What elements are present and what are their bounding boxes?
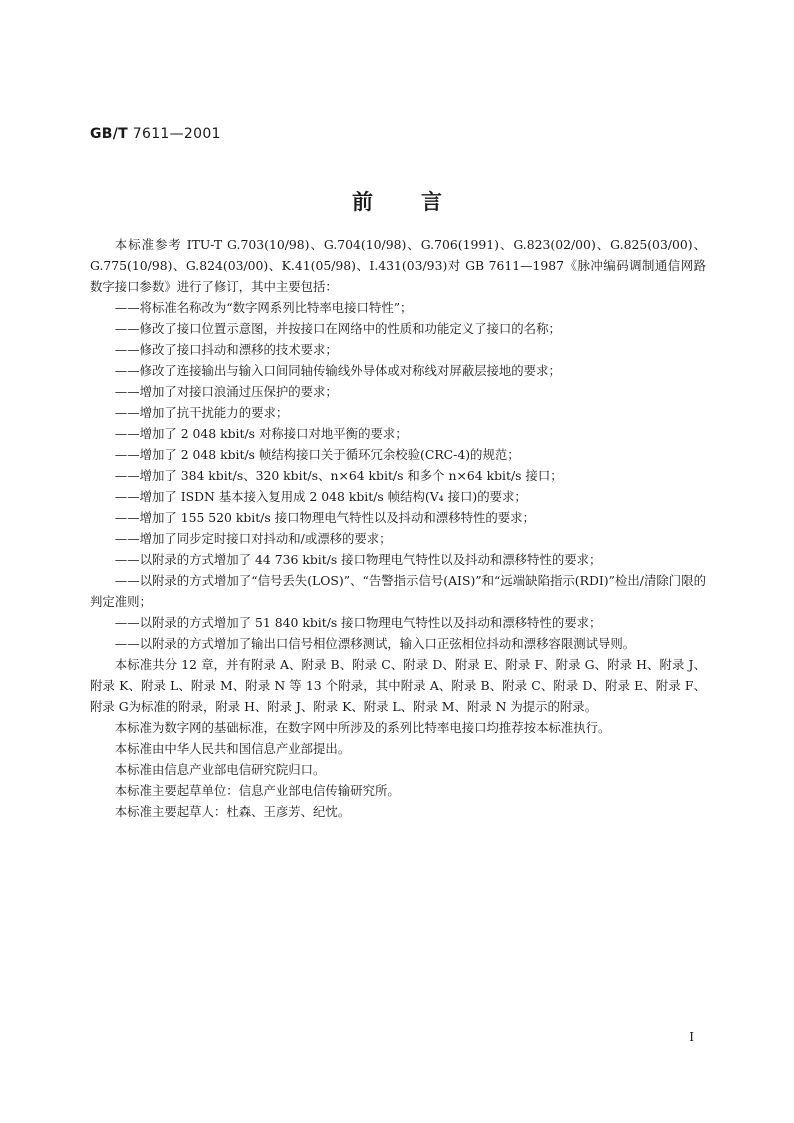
list-item: ——增加了对接口浪涌过压保护的要求；	[114, 384, 338, 399]
list-item: ——修改了接口位置示意图，并按接口在网络中的性质和功能定义了接口的名称；	[114, 321, 561, 336]
list-item: ——以附录的方式增加了“信号丢失(LOS)”、“告警指示信号(AIS)”和“远端缺陷指示(RDI)”检出/清除门限的判定准则；	[90, 573, 706, 609]
scope-paragraph: 本标准为数字网的基础标准，在数字网中所涉及的系列比特率电接口均推荐按本标准执行。	[114, 720, 611, 735]
drafters-paragraph: 本标准主要起草人：杜森、王彦芳、纪忱。	[114, 804, 351, 819]
drafting-unit-paragraph: 本标准主要起草单位：信息产业部电信传输研究所。	[114, 783, 400, 798]
list-item: ——修改了接口抖动和漂移的技术要求；	[114, 342, 338, 357]
list-item: ——以附录的方式增加了输出口信号相位漂移测试，输入口正弦相位抖动和漂移容限测试导则。	[114, 636, 636, 651]
page-title: 前言	[352, 189, 490, 214]
list-item: ——修改了连接输出与输入口间同轴传输线外导体或对称线对屏蔽层接地的要求；	[114, 363, 561, 378]
list-item: ——增加了抗干扰能力的要求；	[114, 405, 289, 420]
foreword-body	[90, 234, 706, 822]
standard-code	[90, 126, 221, 142]
list-item: ——增加了 2 048 kbit/s 帧结构接口关于循环冗余校验(CRC-4)的规范；	[114, 447, 520, 462]
list-item: ——增加了同步定时接口对抖动和/或漂移的要求；	[114, 531, 392, 546]
list-item: ——以附录的方式增加了 44 736 kbit/s 接口物理电气特性以及抖动和漂移特性的要求；	[114, 552, 602, 567]
list-item: ——增加了 384 kbit/s、320 kbit/s、n×64 kbit/s 和多个 n×64 kbit/s 接口；	[114, 468, 563, 483]
list-item: ——以附录的方式增加了 51 840 kbit/s 接口物理电气特性以及抖动和漂移特性的要求；	[114, 615, 602, 630]
list-item: ——增加了 2 048 kbit/s 对称接口对地平衡的要求；	[114, 426, 408, 441]
page-number: I	[689, 1030, 694, 1044]
standard-number: 7611—2001	[132, 126, 221, 142]
proposer-paragraph: 本标准由中华人民共和国信息产业部提出。	[114, 741, 351, 756]
centralized-paragraph: 本标准由信息产业部电信研究院归口。	[114, 762, 326, 777]
list-item: ——增加了 155 520 kbit/s 接口物理电气特性以及抖动和漂移特性的要求；	[114, 510, 535, 525]
list-item: ——增加了 ISDN 基本接入复用成 2 048 kbit/s 帧结构(V₄ 接口)的要求；	[114, 489, 527, 504]
structure-paragraph: 本标准共分 12 章，并有附录 A、附录 B、附录 C、附录 D、附录 E、附录 F、附录 G、附录 H、附录 J、附录 K、附录 L、附录 M、附录 N 等 13 个附录，其中附录 A、附录 B、附录 C、附录 D、附录 E、附录 F、附录 G为标准的附录，附录 H、附录 J、附录 K、附录 L、附录 M、附录 N 为提示的附录。	[90, 657, 706, 714]
intro-paragraph: 本标准参考 ITU-T G.703(10/98)、G.704(10/98)、G.706(1991)、G.823(02/00)、G.825(03/00)、G.775(10/98)、G.824(03/00)、K.41(05/98)、I.431(03/93)对 GB 7611—1987《脉冲编码调制通信网路数字接口参数》进行了修订，其中主要包括：	[90, 237, 706, 294]
list-item: ——将标准名称改为“数字网系列比特率电接口特性”；	[114, 300, 413, 315]
standard-prefix: GB/T	[90, 126, 129, 142]
